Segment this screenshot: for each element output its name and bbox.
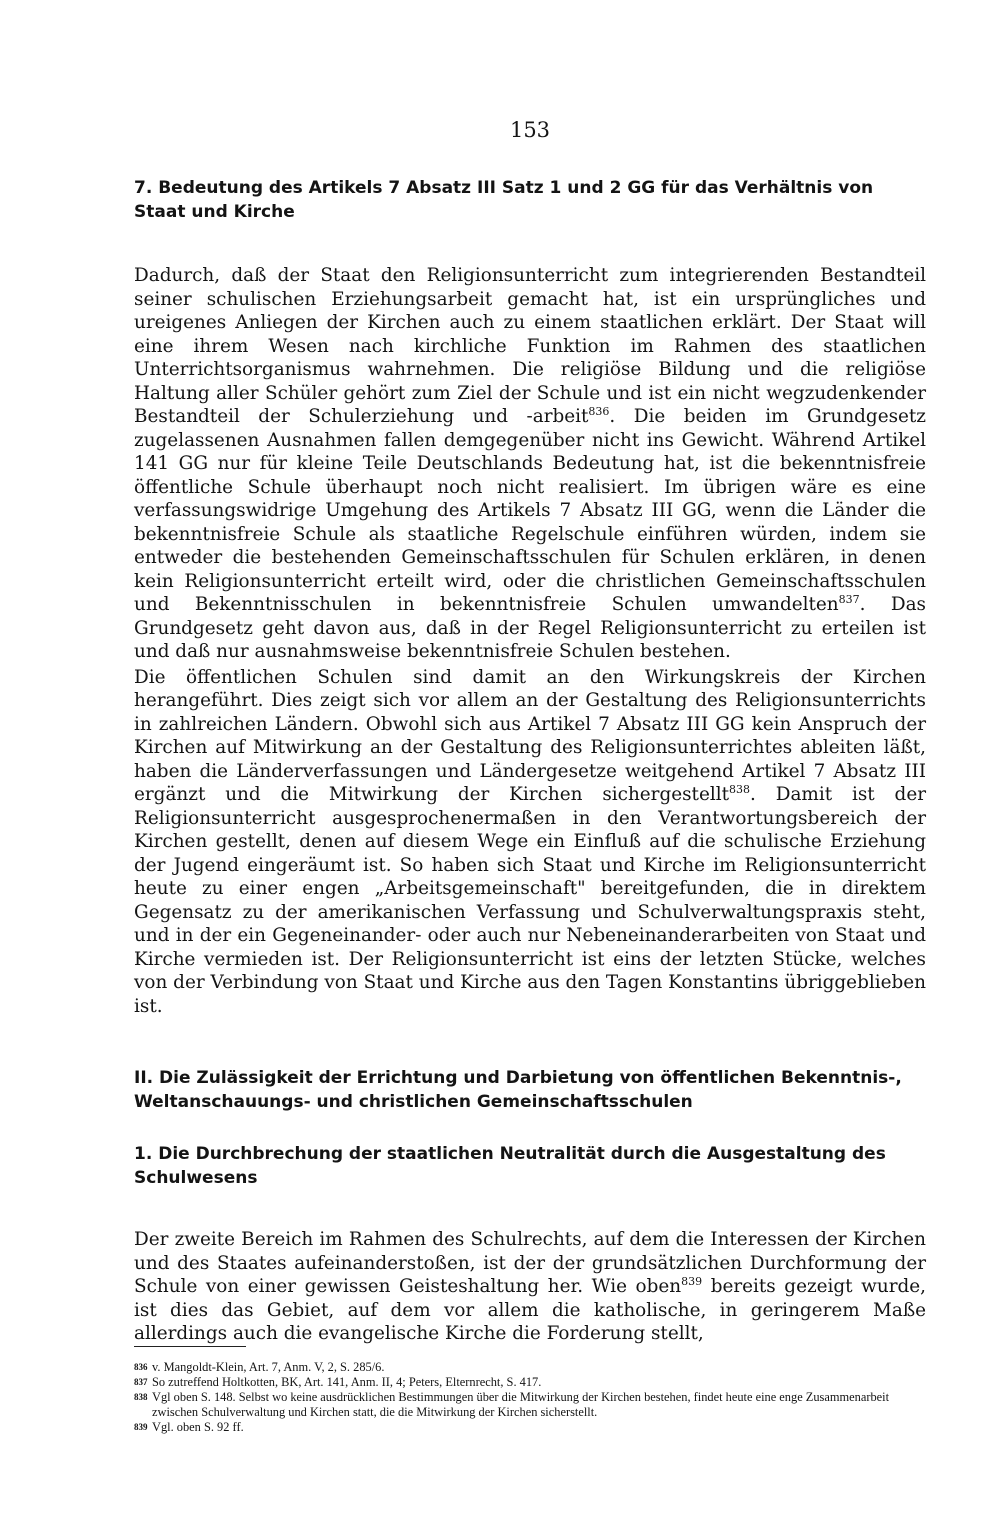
footnote-ref[interactable]: 837 bbox=[838, 592, 860, 606]
section-II-heading: II. Die Zulässigkeit der Errichtung und Darbietung von öffentlichen Bekenntnis-, Weltanschauungs- und christlichen Gemeinschaftsschulen bbox=[134, 1068, 902, 1112]
footnote-text: So zutreffend Holtkotten, BK, Art. 141, Anm. II, 4; Peters, Elternrecht, S. 417. bbox=[152, 1375, 542, 1389]
footnote-text: Vgl oben S. 148. Selbst wo keine ausdrücklichen Bestimmungen über die Mitwirkung der Kirchen bestehen, findet heute eine enge Zusammenarbeit zwischen Schulverwaltung und Kirchen statt, die die Mitwirkung der Kirchen sicherstellt. bbox=[152, 1390, 890, 1419]
footnote bbox=[134, 1390, 926, 1420]
footnote-text: v. Mangoldt-Klein, Art. 7, Anm. V, 2, S. 285/6. bbox=[152, 1360, 385, 1374]
footnotes bbox=[134, 1360, 926, 1435]
footnote-number: 838 bbox=[134, 1392, 148, 1402]
footnote-number: 836 bbox=[134, 1362, 148, 1372]
footnote-number: 837 bbox=[134, 1377, 148, 1387]
footnote bbox=[134, 1375, 926, 1390]
footnote-divider bbox=[134, 1346, 246, 1347]
footnote bbox=[134, 1360, 926, 1375]
section-7-heading: 7. Bedeutung des Artikels 7 Absatz III Satz 1 und 2 GG für das Verhältnis von Staat und Kirche bbox=[134, 178, 874, 222]
body-paragraph bbox=[134, 666, 926, 1019]
footnote bbox=[134, 1420, 926, 1435]
footnote-ref[interactable]: 838 bbox=[729, 782, 750, 796]
body-paragraph bbox=[134, 1228, 926, 1346]
footnote-number: 839 bbox=[134, 1422, 148, 1432]
footnote-ref[interactable]: 839 bbox=[681, 1274, 703, 1288]
paragraph-text: . Das Grundgesetz geht davon aus, daß in der Regel Religionsunterricht zu erteilen ist und daß nur ausnahmsweise bekenntnisfreie Schulen bestehen. bbox=[134, 594, 926, 662]
paragraph-text: Die öffentlichen Schulen sind damit an den Wirkungskreis der Kirchen herangeführt. Dies zeigt sich vor allem an der Gestaltung des Religionsunterrichts in zahlreichen Ländern. Obwohl sich aus Artikel 7 Absatz III GG kein Anspruch der Kirchen auf Mitwirkung an der Gestaltung des Religionsunterrichtes ableiten läßt, haben die Länderverfassungen und Ländergesetze weitgehend Artikel 7 Absatz III ergänzt und die Mitwirkung der Kirchen sichergestellt bbox=[134, 666, 926, 805]
body-paragraph bbox=[134, 264, 926, 664]
footnote-text: Vgl. oben S. 92 ff. bbox=[152, 1420, 244, 1434]
paragraph-text: Dadurch, daß der Staat den Religionsunterricht zum integrierenden Bestandteil seiner schulischen Erziehungsarbeit gemacht hat, ist ein ursprüngliches und ureigenes Anliegen der Kirchen auch zu einem staatlichen erklärt. Der Staat will eine ihrem Wesen nach kirchliche Funktion im Rahmen des staatlichen Unterrichtsorganismus wahrnehmen. Die religiöse Bildung und die religiöse Haltung aller Schüler gehört zum Ziel der Schule und ist ein nicht wegzudenkender Bestandteil der Schulerziehung und -arbeit bbox=[134, 265, 926, 427]
section-II-1-heading: 1. Die Durchbrechung der staatlichen Neutralität durch die Ausgestaltung des Schulwesens bbox=[134, 1144, 886, 1188]
footnote-ref[interactable]: 836 bbox=[588, 404, 610, 418]
page-number: 153 bbox=[509, 118, 551, 142]
paragraph-text: bereits gezeigt wurde, ist dies das Gebiet, auf dem vor allem die katholische, in geringerem Maße allerdings auch die evangelische Kirche die Forderung stellt, bbox=[134, 1276, 927, 1344]
paragraph-text: . Damit ist der Religionsunterricht ausgesprochenermaßen in den Verantwortungsbereich der Kirchen gestellt, denen auf diesem Wege ein Einfluß auf die schulische Erziehung der Jugend eingeräumt ist. So haben sich Staat und Kirche im Religionsunterricht heute zu einer engen „Arbeitsgemeinschaft" bereitgefunden, die in direktem Gegensatz zu der amerikanischen Verfassung und Schulverwaltungspraxis steht, und in der ein Gegeneinander- oder auch nur Nebeneinanderarbeiten von Staat und Kirche vermieden ist. Der Religionsunterricht ist eins der letzten Stücke, welches von der Verbindung von Staat und Kirche aus den Tagen Konstantins übriggeblieben ist. bbox=[134, 784, 926, 1017]
page-body bbox=[134, 118, 926, 1346]
paragraph-text: . Die beiden im Grundgesetz zugelassenen Ausnahmen fallen demgegenüber nicht ins Gewicht. Während Artikel 141 GG nur für kleine Teile Deutschlands Bedeutung hat, ist die bekenntnisfreie öffentliche Schule überhaupt noch nicht realisiert. Im übrigen wäre es eine verfassungswidrige Umgehung des Artikels 7 Absatz III GG, wenn die Länder die bekenntnisfreie Schule als staatliche Regelschule einführen würden, indem sie entweder die bestehenden Gemeinschaftsschulen für Schulen erklären, in denen kein Religionsunterricht erteilt wird, oder die christlichen Gemeinschaftsschulen und Bekenntnisschulen in bekenntnisfreie Schulen umwandelten bbox=[134, 406, 926, 615]
paragraph-text: Der zweite Bereich im Rahmen des Schulrechts, auf dem die Interessen der Kirchen und des Staates aufeinanderstoßen, ist der der grundsätzlichen Durchformung der Schule von einer gewissen Geisteshaltung her. Wie oben bbox=[134, 1229, 926, 1297]
